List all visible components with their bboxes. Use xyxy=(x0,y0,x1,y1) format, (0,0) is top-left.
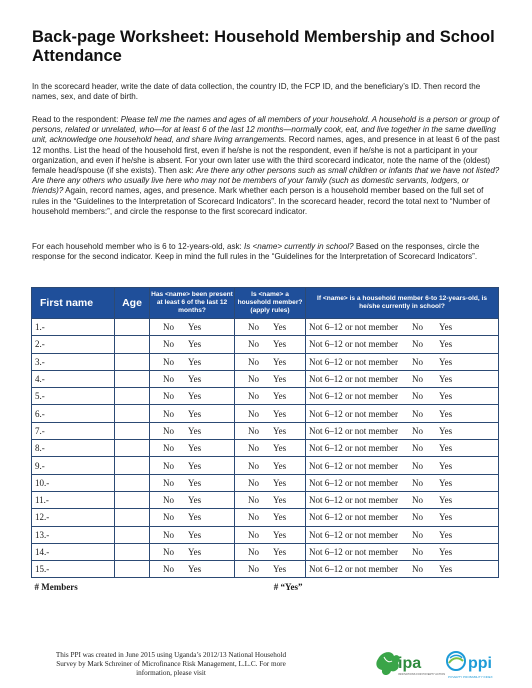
present-options xyxy=(150,319,235,336)
school-options xyxy=(306,561,499,578)
roster-body xyxy=(32,319,499,595)
present-no-option[interactable]: No xyxy=(163,425,174,436)
school-no-option[interactable]: No xyxy=(412,547,423,557)
ipa-logo-text: ipa xyxy=(398,655,422,672)
present-no-option[interactable]: No xyxy=(163,512,174,523)
school-options xyxy=(306,319,499,336)
member-options xyxy=(235,457,306,474)
row-number: 4.- xyxy=(32,370,115,387)
household-roster-table xyxy=(31,287,499,595)
school-not-eligible-option[interactable]: Not 6–12 or not member xyxy=(309,356,398,367)
total-age-blank xyxy=(115,578,150,595)
row-number: 12.- xyxy=(32,509,115,526)
school-not-eligible-option[interactable]: Not 6–12 or not member xyxy=(309,425,398,436)
age-cell[interactable] xyxy=(115,491,150,508)
row-number: 9.- xyxy=(32,457,115,474)
table-row xyxy=(32,526,499,543)
age-cell[interactable] xyxy=(115,422,150,439)
header-household-member: Is <name> a household member? (apply rules) xyxy=(235,288,306,319)
respondent-question-1: Please tell me the names and ages of all members of your household. A household is a person or group of persons, related or unrelated, who—for at least 6 of the last 12 months—normally cook, eat, and live together in the same dwelling unit, acknowledge one household head, and share living arrangements. xyxy=(32,115,499,145)
school-yes-option[interactable]: Yes xyxy=(439,477,453,488)
member-options xyxy=(235,440,306,457)
school-not-eligible-option[interactable]: Not 6–12 or not member xyxy=(309,460,398,471)
intro-paragraph: In the scorecard header, write the date of data collection, the country ID, the FCP ID, and the beneficiary’s ID. Then record the names, sex, and date of birth. xyxy=(32,82,481,102)
school-options xyxy=(306,353,499,370)
school-yes-option[interactable]: Yes xyxy=(439,443,453,454)
respondent-instructions xyxy=(32,115,500,217)
present-yes-option[interactable]: Yes xyxy=(188,564,202,575)
present-yes-option[interactable]: Yes xyxy=(188,356,202,367)
present-yes-option[interactable]: Yes xyxy=(188,339,202,350)
member-options xyxy=(235,405,306,422)
school-no-option[interactable]: No xyxy=(412,477,423,488)
row-number: 2.- xyxy=(32,336,115,353)
present-no-option[interactable]: No xyxy=(163,477,174,488)
member-no-option[interactable]: No xyxy=(248,477,259,488)
present-options xyxy=(150,474,235,491)
school-not-eligible-option[interactable]: Not 6–12 or not member xyxy=(309,512,398,523)
school-yes-option[interactable]: Yes xyxy=(439,564,453,575)
school-yes-option[interactable]: Yes xyxy=(439,374,453,385)
school-options xyxy=(306,336,499,353)
present-yes-option[interactable]: Yes xyxy=(188,529,202,540)
school-yes-option[interactable]: Yes xyxy=(439,547,453,557)
member-no-option[interactable]: No xyxy=(248,512,259,523)
school-not-eligible-option[interactable]: Not 6–12 or not member xyxy=(309,495,398,506)
member-no-option[interactable]: No xyxy=(248,374,259,385)
present-yes-option[interactable]: Yes xyxy=(188,408,202,419)
school-options xyxy=(306,526,499,543)
row-number: 8.- xyxy=(32,440,115,457)
school-no-option[interactable]: No xyxy=(412,356,423,367)
school-options xyxy=(306,509,499,526)
present-options xyxy=(150,543,235,560)
member-yes-option[interactable]: Yes xyxy=(273,443,287,454)
member-options xyxy=(235,543,306,560)
age-cell[interactable] xyxy=(115,509,150,526)
table-row xyxy=(32,491,499,508)
total-members-label: # Members xyxy=(32,578,115,595)
school-no-option[interactable]: No xyxy=(412,564,423,575)
school-no-option[interactable]: No xyxy=(412,374,423,385)
school-not-eligible-option[interactable]: Not 6–12 or not member xyxy=(309,339,398,350)
row-number: 11.- xyxy=(32,491,115,508)
present-yes-option[interactable]: Yes xyxy=(188,391,202,402)
row-number: 14.- xyxy=(32,543,115,560)
header-first-name: First name xyxy=(32,288,115,319)
school-options xyxy=(306,491,499,508)
present-options xyxy=(150,491,235,508)
school-yes-option[interactable]: Yes xyxy=(439,322,453,333)
present-yes-option[interactable]: Yes xyxy=(188,512,202,523)
present-yes-option[interactable]: Yes xyxy=(188,425,202,436)
school-no-option[interactable]: No xyxy=(412,443,423,454)
school-no-option[interactable]: No xyxy=(412,408,423,419)
age-cell[interactable] xyxy=(115,388,150,405)
age-cell[interactable] xyxy=(115,440,150,457)
school-options xyxy=(306,405,499,422)
school-options xyxy=(306,543,499,560)
school-not-eligible-option[interactable]: Not 6–12 or not member xyxy=(309,408,398,419)
school-yes-option[interactable]: Yes xyxy=(439,512,453,523)
school-options xyxy=(306,370,499,387)
present-no-option[interactable]: No xyxy=(163,443,174,454)
present-no-option[interactable]: No xyxy=(163,322,174,333)
member-options xyxy=(235,561,306,578)
school-no-option[interactable]: No xyxy=(412,495,423,506)
table-row xyxy=(32,543,499,560)
member-options xyxy=(235,509,306,526)
member-yes-option[interactable]: Yes xyxy=(273,512,287,523)
member-no-option[interactable]: No xyxy=(248,529,259,540)
row-number: 3.- xyxy=(32,353,115,370)
school-options xyxy=(306,440,499,457)
present-options xyxy=(150,422,235,439)
row-number: 13.- xyxy=(32,526,115,543)
member-no-option[interactable]: No xyxy=(248,391,259,402)
school-end: Based on the responses, circle the response for the second indicator. Keep in mind the full rules in the “Guidelines for the Interpretation of Scorecard Indicators”. xyxy=(32,242,480,262)
member-options xyxy=(235,353,306,370)
header-age: Age xyxy=(115,288,150,319)
present-options xyxy=(150,388,235,405)
school-yes-option[interactable]: Yes xyxy=(439,391,453,402)
member-options xyxy=(235,491,306,508)
member-yes-option[interactable]: Yes xyxy=(273,408,287,419)
age-cell[interactable] xyxy=(115,457,150,474)
present-yes-option[interactable]: Yes xyxy=(188,374,202,385)
school-options xyxy=(306,422,499,439)
school-yes-option[interactable]: Yes xyxy=(439,356,453,367)
page-title: Back-page Worksheet: Household Membership and School Attendance xyxy=(32,28,495,65)
ipa-logo xyxy=(374,645,446,683)
school-yes-option[interactable]: Yes xyxy=(439,339,453,350)
school-not-eligible-option[interactable]: Not 6–12 or not member xyxy=(309,391,398,402)
table-row xyxy=(32,370,499,387)
member-yes-option[interactable]: Yes xyxy=(273,356,287,367)
school-instructions xyxy=(32,242,500,262)
present-no-option[interactable]: No xyxy=(163,529,174,540)
total-yes-label: # “Yes” xyxy=(235,578,306,595)
member-yes-option[interactable]: Yes xyxy=(273,529,287,540)
school-yes-option[interactable]: Yes xyxy=(439,408,453,419)
member-no-option[interactable]: No xyxy=(248,495,259,506)
table-row xyxy=(32,509,499,526)
row-number: 10.- xyxy=(32,474,115,491)
present-options xyxy=(150,370,235,387)
age-cell[interactable] xyxy=(115,353,150,370)
age-cell[interactable] xyxy=(115,370,150,387)
table-row xyxy=(32,388,499,405)
member-no-option[interactable]: No xyxy=(248,339,259,350)
respondent-end: Again, record names, ages, and presence. Mark whether each person is a household member based on the full set of rules in the “Guidelines to the Interpretation of Scorecard Indicators”. In the scorecard header, record the total next to “Number of household members:”, and circle the response to the first scorecard indicator. xyxy=(32,186,491,216)
school-not-eligible-option[interactable]: Not 6–12 or not member xyxy=(309,529,398,540)
table-row xyxy=(32,457,499,474)
school-not-eligible-option[interactable]: Not 6–12 or not member xyxy=(309,322,398,333)
member-yes-option[interactable]: Yes xyxy=(273,564,287,575)
age-cell[interactable] xyxy=(115,336,150,353)
school-yes-option[interactable]: Yes xyxy=(439,460,453,471)
school-options xyxy=(306,388,499,405)
school-options xyxy=(306,474,499,491)
school-no-option[interactable]: No xyxy=(412,339,423,350)
row-number: 5.- xyxy=(32,388,115,405)
member-options xyxy=(235,336,306,353)
school-no-option[interactable]: No xyxy=(412,529,423,540)
school-not-eligible-option[interactable]: Not 6–12 or not member xyxy=(309,564,398,575)
member-options xyxy=(235,474,306,491)
table-row xyxy=(32,319,499,336)
school-yes-option[interactable]: Yes xyxy=(439,495,453,506)
respondent-question-2: Are there any other persons such as small children or infants that we have not listed? Are there any others who usually live here who may not be members of your family (such as domestic servants, lodgers, or friends)? xyxy=(32,166,500,196)
footer-note: This PPI was created in June 2015 using Uganda’s 2012/13 National Household Survey by Mark Schreiner of Microfinance Risk Management, L.L.C. For more information, please visit xyxy=(55,651,287,677)
row-number: 15.- xyxy=(32,561,115,578)
header-in-school: If <name> is a household member 6-to 12-years-old, is he/she currently in school? xyxy=(306,288,499,319)
member-yes-option[interactable]: Yes xyxy=(273,339,287,350)
present-options xyxy=(150,336,235,353)
row-number: 1.- xyxy=(32,319,115,336)
member-no-option[interactable]: No xyxy=(248,356,259,367)
present-yes-option[interactable]: Yes xyxy=(188,495,202,506)
table-row xyxy=(32,474,499,491)
age-cell[interactable] xyxy=(115,543,150,560)
school-no-option[interactable]: No xyxy=(412,512,423,523)
present-yes-option[interactable]: Yes xyxy=(188,477,202,488)
school-yes-option[interactable]: Yes xyxy=(439,425,453,436)
present-yes-option[interactable]: Yes xyxy=(188,443,202,454)
member-options xyxy=(235,319,306,336)
member-no-option[interactable]: No xyxy=(248,425,259,436)
member-yes-option[interactable]: Yes xyxy=(273,477,287,488)
present-no-option[interactable]: No xyxy=(163,460,174,471)
member-options xyxy=(235,526,306,543)
respondent-middle: Record names, ages, and presence in at least 6 of the past 12 months. List the head of the household first, even if he/she is not the respondent, even if he/she is not a participant in your organization, and even if he/she is absent. For your own later use with the third scorecard indicator, note the name of the (oldest) female head/spouse (if she exists). Then ask: xyxy=(32,135,500,176)
ppi-logo-tagline: POVERTY PROBABILITY INDEX xyxy=(448,675,493,679)
present-options xyxy=(150,509,235,526)
present-options xyxy=(150,561,235,578)
member-yes-option[interactable]: Yes xyxy=(273,460,287,471)
member-no-option[interactable]: No xyxy=(248,547,259,557)
member-yes-option[interactable]: Yes xyxy=(273,425,287,436)
respondent-lead: Read to the respondent: xyxy=(32,115,121,124)
present-no-option[interactable]: No xyxy=(163,547,174,557)
school-not-eligible-option[interactable]: Not 6–12 or not member xyxy=(309,547,398,557)
member-no-option[interactable]: No xyxy=(248,443,259,454)
ppi-logo-text: ppi xyxy=(468,655,492,672)
member-options xyxy=(235,422,306,439)
present-options xyxy=(150,440,235,457)
member-no-option[interactable]: No xyxy=(248,408,259,419)
member-no-option[interactable]: No xyxy=(248,460,259,471)
member-yes-option[interactable]: Yes xyxy=(273,322,287,333)
school-question: Is <name> currently in school? xyxy=(244,242,354,251)
ipa-logo-tagline: INNOVATIONS FOR POVERTY ACTION xyxy=(398,673,446,676)
school-no-option[interactable]: No xyxy=(412,460,423,471)
row-number: 7.- xyxy=(32,422,115,439)
present-options xyxy=(150,405,235,422)
member-options xyxy=(235,388,306,405)
total-present-blank xyxy=(150,578,235,595)
school-no-option[interactable]: No xyxy=(412,322,423,333)
header-present: Has <name> been present at least 6 of the last 12 months? xyxy=(150,288,235,319)
table-row xyxy=(32,422,499,439)
age-cell[interactable] xyxy=(115,561,150,578)
total-school-blank xyxy=(306,578,499,595)
table-row xyxy=(32,405,499,422)
member-yes-option[interactable]: Yes xyxy=(273,391,287,402)
row-number: 6.- xyxy=(32,405,115,422)
member-yes-option[interactable]: Yes xyxy=(273,374,287,385)
school-not-eligible-option[interactable]: Not 6–12 or not member xyxy=(309,443,398,454)
present-no-option[interactable]: No xyxy=(163,374,174,385)
present-yes-option[interactable]: Yes xyxy=(188,547,202,557)
school-lead: For each household member who is 6 to 12-years-old, ask: xyxy=(32,242,245,251)
school-yes-option[interactable]: Yes xyxy=(439,529,453,540)
present-no-option[interactable]: No xyxy=(163,356,174,367)
age-cell[interactable] xyxy=(115,405,150,422)
present-no-option[interactable]: No xyxy=(163,391,174,402)
age-cell[interactable] xyxy=(115,474,150,491)
school-options xyxy=(306,457,499,474)
table-row xyxy=(32,353,499,370)
age-cell[interactable] xyxy=(115,526,150,543)
school-not-eligible-option[interactable]: Not 6–12 or not member xyxy=(309,477,398,488)
table-row xyxy=(32,561,499,578)
member-yes-option[interactable]: Yes xyxy=(273,495,287,506)
school-no-option[interactable]: No xyxy=(412,425,423,436)
present-options xyxy=(150,526,235,543)
present-yes-option[interactable]: Yes xyxy=(188,322,202,333)
age-cell[interactable] xyxy=(115,319,150,336)
table-row xyxy=(32,336,499,353)
school-not-eligible-option[interactable]: Not 6–12 or not member xyxy=(309,374,398,385)
table-row xyxy=(32,440,499,457)
school-no-option[interactable]: No xyxy=(412,391,423,402)
member-no-option[interactable]: No xyxy=(248,322,259,333)
present-yes-option[interactable]: Yes xyxy=(188,460,202,471)
present-no-option[interactable]: No xyxy=(163,339,174,350)
member-no-option[interactable]: No xyxy=(248,564,259,575)
present-no-option[interactable]: No xyxy=(163,564,174,575)
present-no-option[interactable]: No xyxy=(163,408,174,419)
totals-row xyxy=(32,578,499,595)
present-no-option[interactable]: No xyxy=(163,495,174,506)
present-options xyxy=(150,353,235,370)
present-options xyxy=(150,457,235,474)
member-options xyxy=(235,370,306,387)
member-yes-option[interactable]: Yes xyxy=(273,547,287,557)
table-header-row xyxy=(32,288,499,319)
ppi-logo xyxy=(444,645,518,683)
